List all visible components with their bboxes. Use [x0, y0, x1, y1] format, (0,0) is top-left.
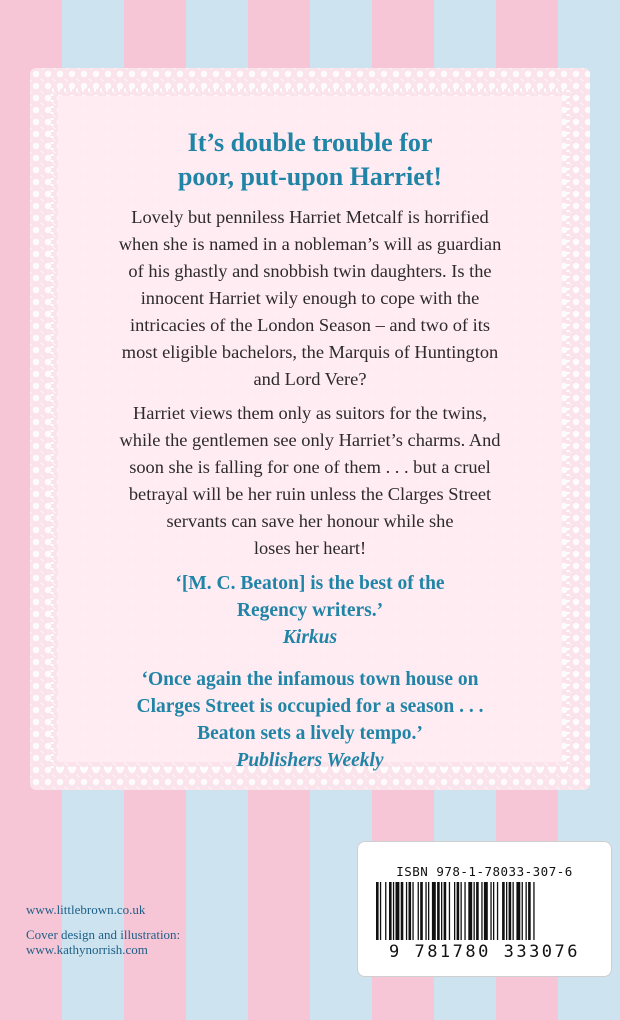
ean-number: 9 781780 333076 [388, 942, 581, 962]
blurb-line: when she is named in a nobleman’s will as guardian [118, 234, 502, 254]
barcode-bar [425, 882, 426, 940]
barcode-bar [449, 882, 450, 940]
barcode-bar [513, 882, 514, 940]
blurb-line: loses her heart! [253, 538, 367, 558]
blurb-line: and Lord Vere? [253, 369, 367, 389]
barcode-bar [464, 882, 465, 940]
isbn-text: ISBN 978-1-78033-307-6 [396, 864, 573, 879]
barcode-icon [372, 882, 597, 940]
quote-line: ‘[M. C. Beaton] is the best of the [175, 573, 445, 594]
barcode-bar [502, 882, 505, 940]
barcode-bar [380, 882, 381, 940]
headline-line: poor, put-upon Harriet! [177, 162, 443, 191]
blurb-line: innocent Harriet wily enough to cope with the [140, 288, 480, 308]
lace-panel [30, 68, 590, 790]
barcode-bar [457, 882, 460, 940]
blurb-line: soon she is falling for one of them . . . but a cruel [129, 457, 491, 477]
quote-line: Beaton sets a lively tempo.’ [197, 723, 423, 744]
blurb-line: of his ghastly and snobbish twin daughters. Is the [128, 261, 492, 281]
barcode-bar [418, 882, 419, 940]
barcode-bar [406, 882, 407, 940]
blurb-line: servants can save her honour while she [166, 511, 454, 531]
barcode-bar [481, 882, 482, 940]
quote-line: Regency writers.’ [236, 600, 384, 621]
quote-line: ‘Once again the infamous town house on [141, 669, 479, 690]
barcode-bar [420, 882, 423, 940]
barcode-bar [522, 882, 523, 940]
blurb-line: Lovely but penniless Harriet Metcalf is horrified [131, 207, 489, 227]
publisher-credits [26, 902, 180, 957]
blurb-line: betrayal will be her ruin unless the Clarges Street [128, 484, 492, 504]
barcode-bar [468, 882, 472, 940]
blurb-line: intricacies of the London Season – and two of its [129, 315, 491, 335]
barcode-bar [412, 882, 413, 940]
barcode-bar [437, 882, 440, 940]
barcode-bar [396, 882, 400, 940]
text-panel [58, 96, 562, 771]
barcode-bar [441, 882, 442, 940]
blurb-paragraph-2 [58, 400, 562, 562]
blurb-line: Harriet views them only as suitors for the twins, [133, 403, 487, 423]
blurb-line: most eligible bachelors, the Marquis of Huntington [121, 342, 499, 362]
quote-source: Publishers Weekly [236, 750, 384, 771]
barcode-bar [490, 882, 491, 940]
barcode-bar [497, 882, 498, 940]
designer-website-link[interactable]: www.kathynorrish.com [26, 942, 148, 957]
barcode-bar [376, 882, 379, 940]
barcode-bar [389, 882, 392, 940]
barcode-bar [385, 882, 386, 940]
barcode-bar [526, 882, 527, 940]
headline-line: It’s double trouble for [187, 128, 433, 157]
barcode-box [357, 841, 612, 977]
review-quote-publishers-weekly [58, 666, 562, 774]
barcode-bar [393, 882, 394, 940]
barcode-bar [461, 882, 462, 940]
publisher-website-link[interactable]: www.littlebrown.co.uk [26, 902, 146, 917]
barcode-bar [476, 882, 479, 940]
barcode-bar [509, 882, 512, 940]
barcode-bar [401, 882, 404, 940]
barcode-bar [506, 882, 507, 940]
quote-line: Clarges Street is occupied for a season . . . [136, 696, 484, 717]
barcode-bar [432, 882, 436, 940]
barcode-bar [528, 882, 531, 940]
barcode-bar [493, 882, 494, 940]
barcode-bar [516, 882, 520, 940]
barcode-bar [444, 882, 447, 940]
quote-source: Kirkus [282, 627, 338, 648]
credit-label: Cover design and illustration: [26, 927, 181, 942]
barcode-bar [533, 882, 534, 940]
headline [58, 126, 562, 194]
blurb-paragraph-1 [58, 204, 562, 393]
review-quote-kirkus [58, 570, 562, 651]
barcode-bar [428, 882, 429, 940]
barcode-bar [484, 882, 488, 940]
barcode-bar [409, 882, 412, 940]
barcode-bar [454, 882, 455, 940]
barcode-bar [474, 882, 475, 940]
blurb-line: while the gentlemen see only Harriet’s charms. And [119, 430, 501, 450]
